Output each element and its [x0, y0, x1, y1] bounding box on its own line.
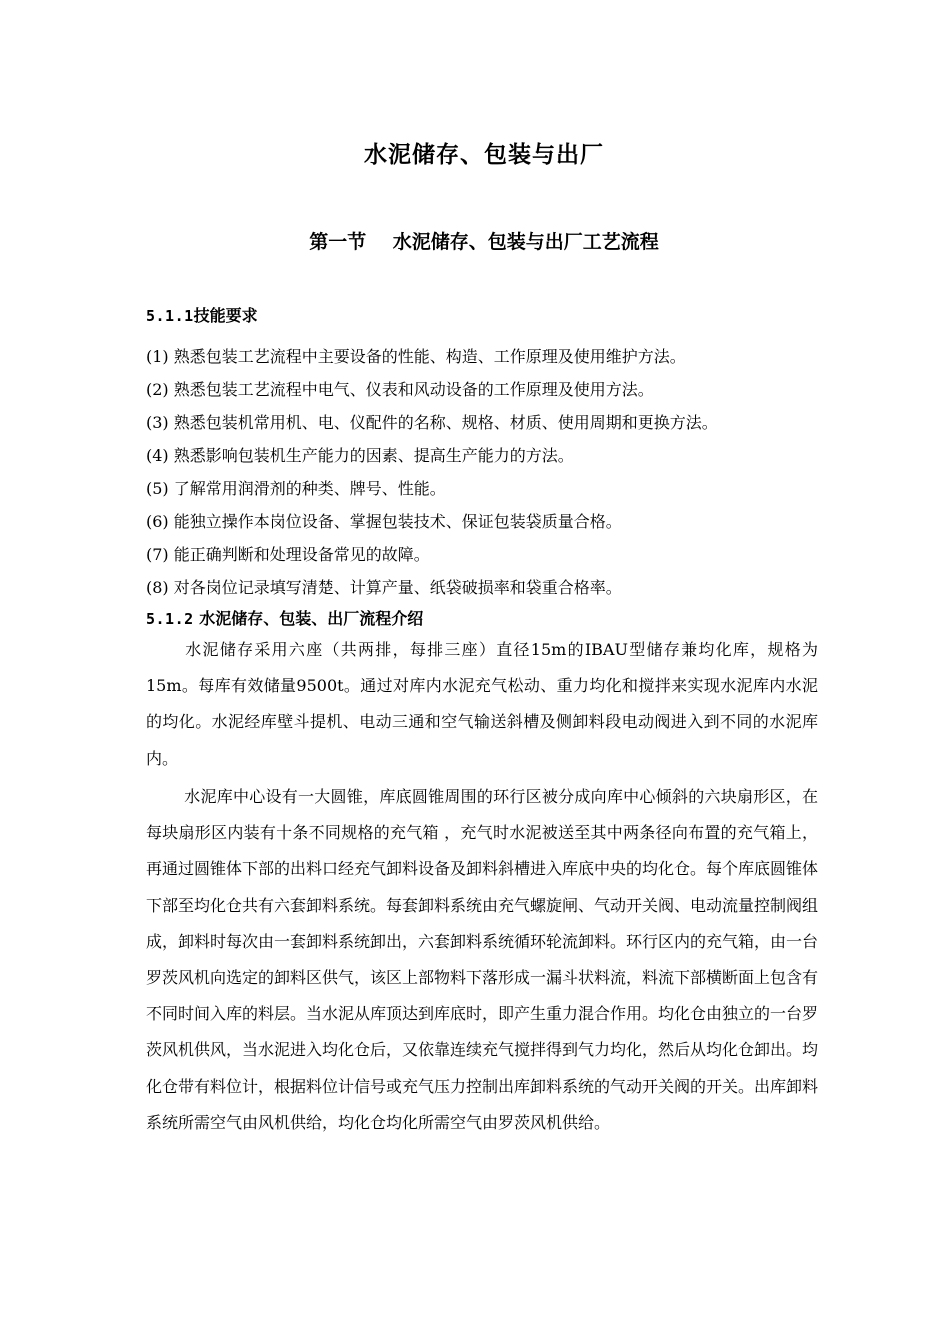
list-item: (6) 能独立操作本岗位设备、掌握包装技术、保证包装袋质量合格。: [146, 512, 622, 531]
list-item: (3) 熟悉包装机常用机、电、仪配件的名称、规格、材质、使用周期和更换方法。: [146, 413, 718, 432]
paragraph-text: 水泥库中心设有一大圆锥，库底圆锥周围的环行区被分成向库中心倾斜的六块扇形区，在每块扇形区内装有十条不同规格的充气箱 ，充气时水泥被送至其中两条径向布置的充气箱上，再通过圆锥体下部的出料口经充气卸料设备及卸料斜槽进入库底中央的均化仓。每个库底圆锥体下部至均化仓共有六套卸料系统。每套卸料系统由充气螺旋闸、气动开关阀、电动流量控制阀组成，卸料时每次由一套卸料系统卸出，六套卸料系统循环轮流卸料。环行区内的充气箱，由一台罗茨风机向选定的卸料区供气，该区上部物料下落形成一漏斗状料流，料流下部横断面上包含有不同时间入库的料层。当水泥从库顶达到库底时，即产生重力混合作用。均化仓由独立的一台罗茨风机供风，当水泥进入均化仓后，又依靠连续充气搅拌得到气力均化，然后从均化仓卸出。均化仓带有料位计，根据料位计信号或充气压力控制出库卸料系统的气动开关阀的开关。出库卸料系统所需空气由风机供给，均化仓均化所需空气由罗茨风机供给。: [146, 787, 819, 1132]
list-item: (7) 能正确判断和处理设备常见的故障。: [146, 545, 430, 564]
document-title: 水泥储存、包装与出厂: [364, 141, 604, 168]
section-title: 第一节 水泥储存、包装与出厂工艺流程: [309, 231, 659, 253]
subsection-heading-text: 技能要求: [193, 306, 258, 325]
list-item: (1) 熟悉包装工艺流程中主要设备的性能、构造、工作原理及使用维护方法。: [146, 347, 686, 366]
paragraph-homogenization: [146, 779, 818, 1141]
list-item: (5) 了解常用润滑剂的种类、牌号、性能。: [146, 479, 446, 498]
list-item: (4) 熟悉影响包装机生产能力的因素、提高生产能力的方法。: [146, 446, 574, 465]
subsection-heading-skills: [146, 303, 258, 326]
requirements-list: [146, 340, 836, 604]
subsection-heading-process: [146, 606, 423, 629]
list-item: (8) 对各岗位记录填写清楚、计算产量、纸袋破损率和袋重合格率。: [146, 578, 622, 597]
paragraph-storage: [146, 632, 818, 777]
subsection-heading-text: 水泥储存、包装、出厂流程介绍: [193, 609, 424, 628]
list-item: (2) 熟悉包装工艺流程中电气、仪表和风动设备的工作原理及使用方法。: [146, 380, 654, 399]
subsection-number: 5.1.1: [146, 307, 194, 325]
subsection-number: 5.1.2: [146, 610, 194, 628]
paragraph-text: 水泥储存采用六座（共两排，每排三座）直径15m的IBAU型储存兼均化库，规格为15m。每库有效储量9500t。通过对库内水泥充气松动、重力均化和搅拌来实现水泥库内水泥的均化。水泥经库壁斗提机、电动三通和空气输送斜槽及侧卸料段电动阀进入到不同的水泥库内。: [146, 640, 818, 768]
